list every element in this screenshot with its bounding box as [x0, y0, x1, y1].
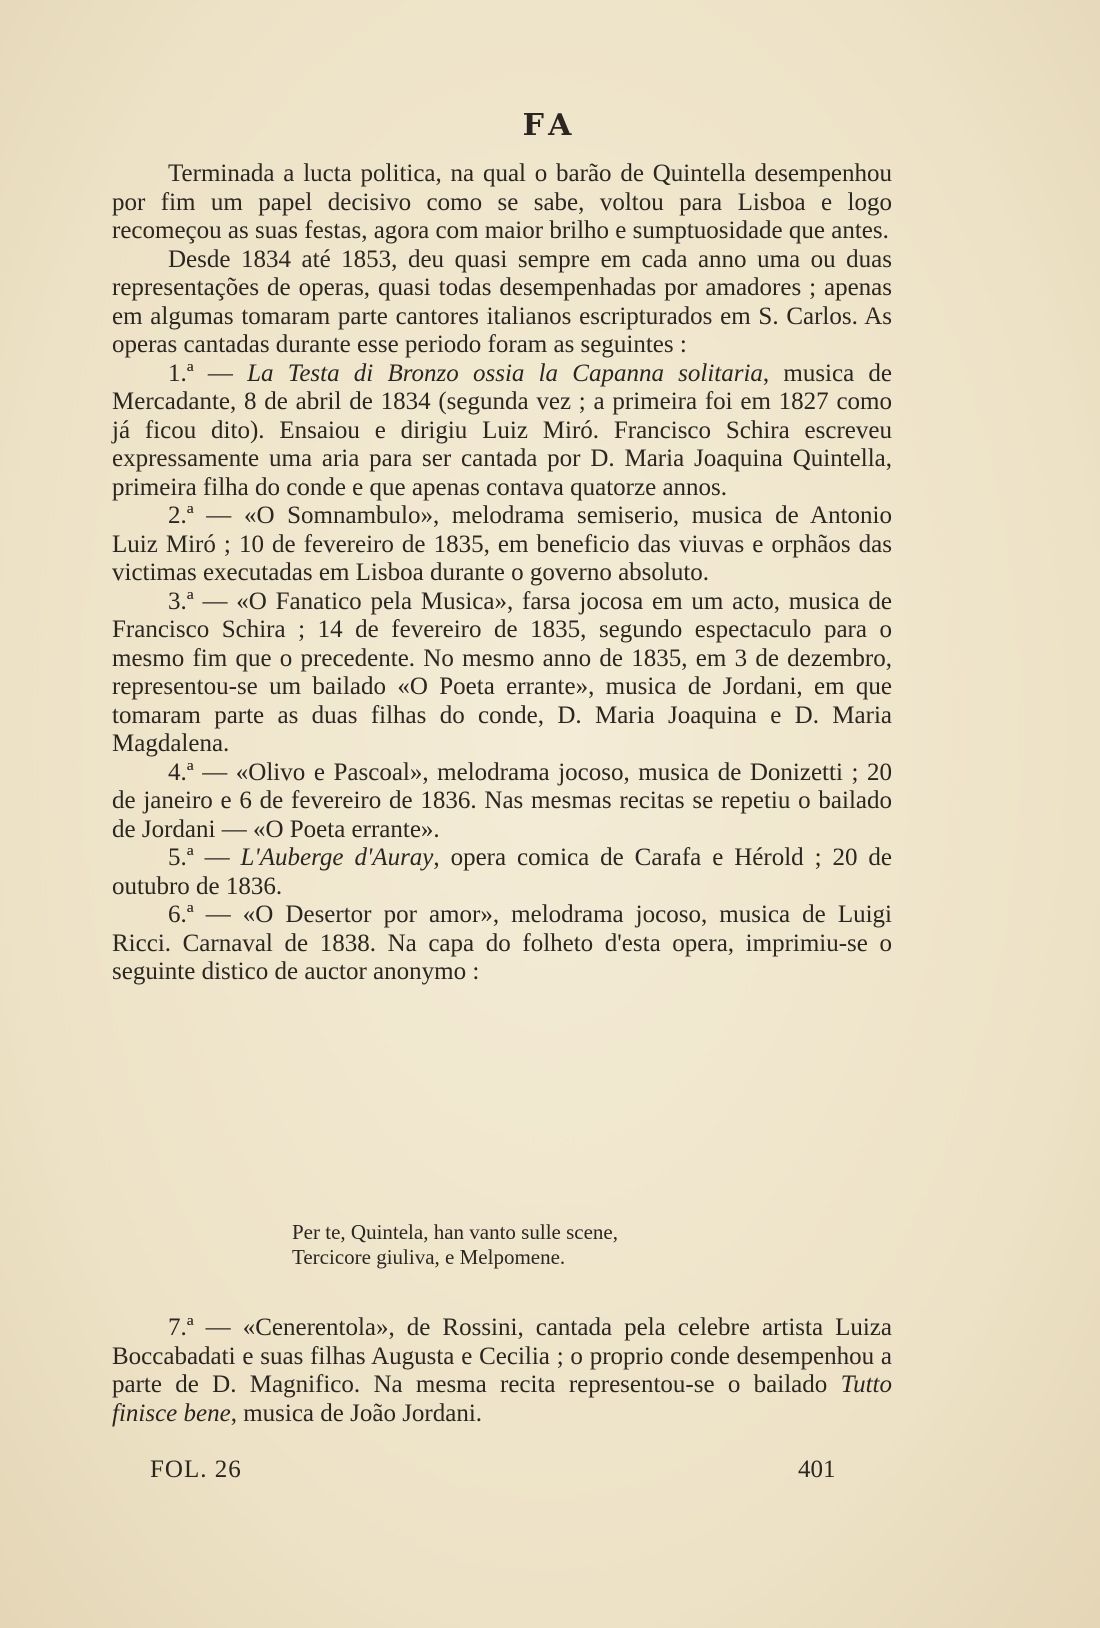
entry-7-title: Tutto finisce bene — [112, 1371, 892, 1427]
entry-2: 2.ª — «O Somnambulo», melodrama semiserio, musica de Antonio Luiz Miró ; 10 de fevereiro de 1835, em beneficio das viuvas e orphãos das victimas executadas em Lisboa durante o governo absoluto. — [112, 502, 892, 586]
running-head: FA — [522, 108, 578, 143]
entry-7-text-before: 7.ª — «Cenerentola», de Rossini, cantada pela celebre artista Luiza Boccabadati e suas filhas Augusta e Cecilia ; o proprio conde desempenhou a parte de D. Magnifico. Na mesma recita representou-se o bailado — [112, 1314, 892, 1398]
entry-1-number: 1.ª — — [168, 359, 248, 387]
verse-distich — [292, 1220, 618, 1270]
verse-line: Tercicore giuliva, e Melpomene. — [292, 1245, 566, 1269]
entry-7-text-after: , musica de João Jordani. — [230, 1399, 483, 1427]
page-number: 401 — [798, 1456, 836, 1483]
entry-5-text: , opera comica de Carafa e Hérold ; 20 de outubro de 1836. — [112, 844, 892, 900]
entry-1 — [112, 360, 892, 503]
paragraph-intro: Terminada a lucta politica, na qual o barão de Quintella desempenhou por fim um papel decisivo como se sabe, voltou para Lisboa e logo recomeçou as suas festas, agora com maior brilho e sumptuosidade que antes. — [112, 160, 892, 244]
signature-mark: FOL. 26 — [150, 1456, 242, 1483]
entry-1-text: , musica de Mercadante, 8 de abril de 1834 (segunda vez ; a primeira foi em 1827 como já ficou dito). Ensaiou e dirigiu Luiz Miró. Francisco Schira escreveu expressamente uma aria para ser cantada por D. Maria Joaquina Quintella, primeira filha do conde e que apenas contava quatorze annos. — [112, 359, 892, 501]
entry-7 — [112, 1314, 892, 1428]
verse-line: Per te, Quintela, han vanto sulle scene, — [292, 1220, 618, 1244]
bottom-text — [112, 1314, 892, 1428]
entry-5-title: L'Auberge d'Auray — [240, 844, 434, 871]
entry-5 — [112, 844, 892, 901]
entry-6: 6.ª — «O Desertor por amor», melodrama jocoso, musica de Luigi Ricci. Carnaval de 1838. Na capa do folheto d'esta opera, imprimiu-se o seguinte distico de auctor anonymo : — [112, 901, 892, 985]
entry-5-number: 5.ª — — [168, 844, 241, 871]
entry-1-title: La Testa di Bronzo ossia la Capanna solitaria — [247, 359, 763, 387]
main-text — [112, 160, 892, 987]
paragraph-list-intro: Desde 1834 até 1853, deu quasi sempre em cada anno uma ou duas representações de operas, quasi todas desempenhadas por amadores ; apenas em algumas tomaram parte cantores italianos escripturados em S. Carlos. As operas cantadas durante esse periodo foram as seguintes : — [112, 245, 892, 358]
entry-4: 4.ª — «Olivo e Pascoal», melodrama jocoso, musica de Donizetti ; 20 de janeiro e 6 de fevereiro de 1836. Nas mesmas recitas se repetiu o bailado de Jordani — «O Poeta errante». — [112, 758, 892, 843]
entry-3: 3.ª — «O Fanatico pela Musica», farsa jocosa em um acto, musica de Francisco Schira ; 14 de fevereiro de 1835, segundo espectaculo para o mesmo fim que o precedente. No mesmo anno de 1835, em 3 de dezembro, representou-se um bailado «O Poeta errante», musica de Jordani, em que tomaram parte as duas filhas do conde, D. Maria Joaquina e D. Maria Magdalena. — [112, 587, 892, 757]
